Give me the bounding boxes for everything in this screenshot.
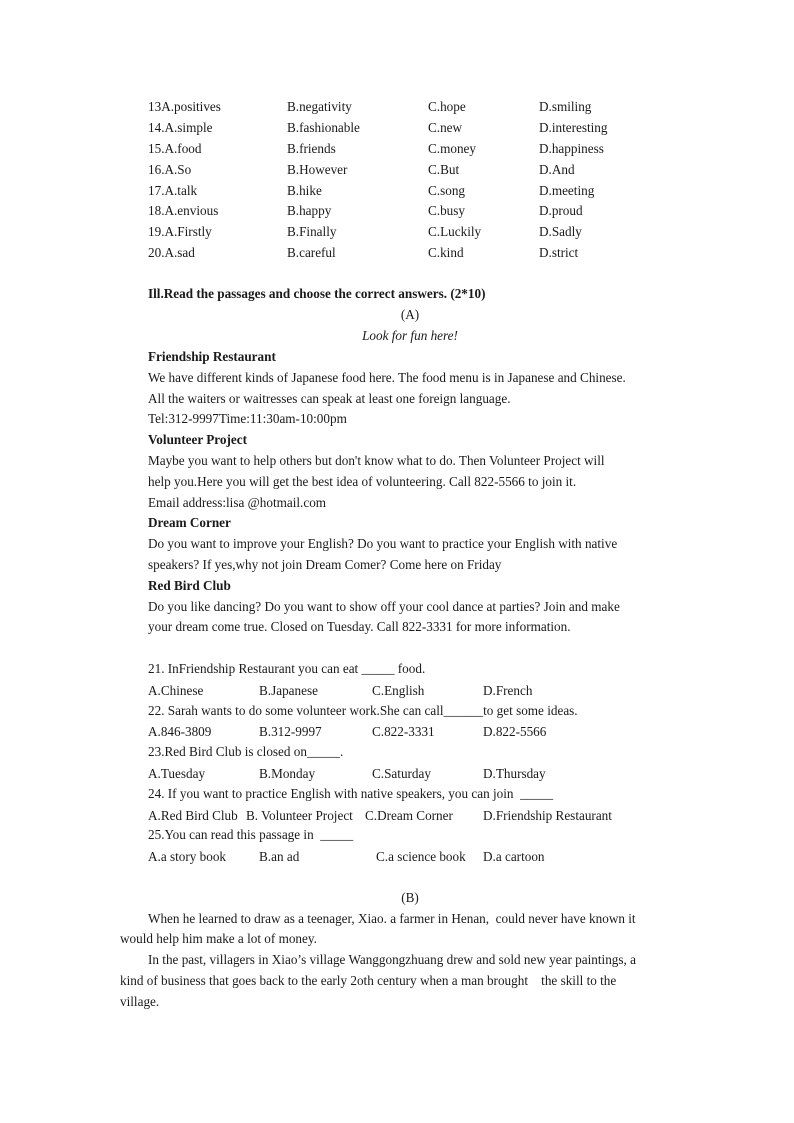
answer-b: B.Japanese — [259, 683, 318, 698]
option-c: C.But — [428, 161, 460, 177]
option-c: C.Luckily — [428, 224, 482, 240]
answer-a: A.a story book — [148, 849, 227, 864]
ad-text: speakers? If yes,why not join Dream Comer? Come here on Friday — [148, 557, 502, 572]
answer-d: D.Thursday — [483, 766, 546, 781]
passage-b-label: (B) — [401, 890, 419, 905]
option-d: D.meeting — [539, 182, 595, 198]
answer-a: A.Tuesday — [148, 766, 206, 781]
answer-c: C.Saturday — [372, 766, 431, 781]
option-b: B.negativity — [287, 99, 352, 114]
option-d: D.Sadly — [539, 224, 582, 240]
ad-title-friendship: Friendship Restaurant — [148, 349, 276, 364]
answer-d: D.a cartoon — [483, 849, 545, 864]
answer-d: D.822-5566 — [483, 724, 547, 739]
option-b: B.fashionable — [287, 119, 360, 135]
answer-c: C.English — [372, 683, 425, 698]
option-d: D.smiling — [539, 99, 592, 114]
passage-a-subtitle: Look for fun here! — [362, 328, 458, 343]
passage-b-text: would help him make a lot of money. — [120, 931, 317, 946]
ad-text: Maybe you want to help others but don't know what to do. Then Volunteer Project will — [148, 453, 605, 468]
answer-b: B.Monday — [259, 766, 316, 781]
option-b: B.friends — [287, 140, 336, 156]
option-c: C.new — [428, 119, 463, 135]
answer-c: C.822-3331 — [372, 724, 435, 739]
question-25: 25.You can read this passage in _____ — [148, 827, 354, 842]
option-c: C.kind — [428, 245, 464, 261]
section-heading: Ill.Read the passages and choose the correct answers. (2*10) — [148, 286, 486, 301]
option-d: D.interesting — [539, 119, 608, 135]
ad-text: Tel:312-9997Time:11:30am-10:00pm — [148, 411, 347, 426]
passage-b-text: kind of business that goes back to the early 2oth century when a man brought the skill to the — [120, 973, 617, 988]
ad-text: We have different kinds of Japanese food here. The food menu is in Japanese and Chinese. — [148, 370, 626, 385]
option-a: 20.A.sad — [148, 245, 195, 261]
answer-a: A.846-3809 — [148, 724, 212, 739]
option-a: 19.A.Firstly — [148, 224, 212, 240]
ad-text: Do you like dancing? Do you want to show off your cool dance at parties? Join and make — [148, 599, 620, 614]
ad-text: help you.Here you will get the best idea of volunteering. Call 822-5566 to join it. — [148, 474, 577, 489]
answer-d: D.Friendship Restaurant — [483, 808, 612, 823]
option-d: D.strict — [539, 245, 579, 261]
passage-b-text: In the past, villagers in Xiao’s village Wanggongzhuang drew and sold new year paintings, a — [148, 952, 636, 967]
ad-text: Do you want to improve your English? Do you want to practice your English with native — [148, 536, 618, 551]
passage-a-label: (A) — [400, 307, 420, 322]
option-d: D.And — [539, 161, 575, 177]
ad-title-dream: Dream Corner — [148, 515, 231, 530]
option-b: B.happy — [287, 203, 332, 219]
option-c: C.money — [428, 140, 476, 156]
option-b: B.Finally — [287, 224, 337, 240]
answer-c: C.a science book — [376, 849, 466, 864]
option-b: B.careful — [287, 245, 336, 261]
ad-title-redbird: Red Bird Club — [148, 578, 231, 593]
ad-text: Email address:lisa @hotmail.com — [148, 495, 327, 510]
answer-a: A.Red Bird Club — [148, 808, 238, 823]
ad-text: your dream come true. Closed on Tuesday. Call 822-3331 for more information. — [148, 619, 571, 634]
answer-b: B.312-9997 — [259, 724, 322, 739]
option-a: 14.A.simple — [148, 119, 213, 135]
passage-b-text: When he learned to draw as a teenager, Xiao. a farmer in Henan, could never have known it — [148, 911, 636, 926]
question-21: 21. InFriendship Restaurant you can eat _____ food. — [148, 661, 426, 676]
passage-b-text: village. — [120, 994, 160, 1009]
answer-c: C.Dream Corner — [365, 808, 453, 823]
option-d: D.proud — [539, 203, 583, 219]
answer-a: A.Chinese — [148, 683, 204, 698]
question-23: 23.Red Bird Club is closed on_____. — [148, 744, 344, 759]
question-22: 22. Sarah wants to do some volunteer work.She can call______to get some ideas. — [148, 703, 578, 718]
answer-d: D.French — [483, 683, 533, 698]
option-a: 17.A.talk — [148, 182, 198, 198]
option-a: 18.A.envious — [148, 203, 219, 219]
option-a: 15.A.food — [148, 140, 202, 156]
option-c: C.song — [428, 182, 466, 198]
option-c: C.busy — [428, 203, 466, 219]
question-24: 24. If you want to practice English with native speakers, you can join _____ — [148, 786, 554, 801]
ad-title-volunteer: Volunteer Project — [148, 432, 248, 447]
ad-text: All the waiters or waitresses can speak at least one foreign language. — [148, 391, 511, 406]
option-b: B.However — [287, 161, 348, 177]
option-c: C.hope — [428, 99, 466, 114]
answer-b: B.an ad — [259, 849, 300, 864]
option-d: D.happiness — [539, 140, 604, 156]
option-b: B.hike — [287, 182, 322, 198]
option-a: 16.A.So — [148, 161, 192, 177]
answer-b: B. Volunteer Project — [246, 808, 353, 823]
option-a: 13A.positives — [148, 99, 221, 114]
